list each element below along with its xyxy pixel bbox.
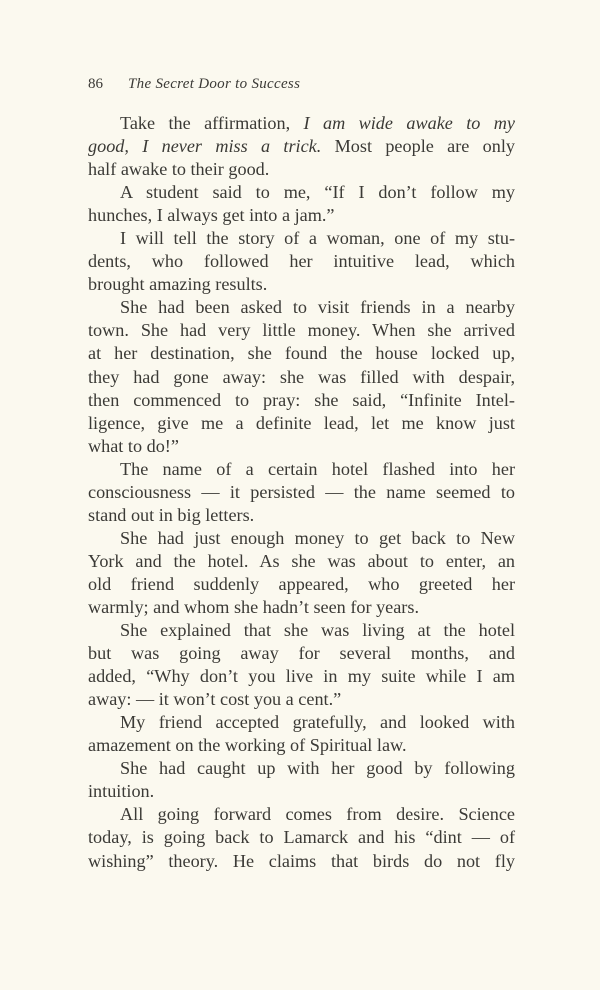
text-line [88, 711, 515, 734]
text-line [88, 366, 515, 389]
text-line [88, 527, 515, 550]
text: York and the hotel. As she was about to enter, an [88, 550, 515, 571]
text-line [88, 665, 515, 688]
text-line [88, 619, 515, 642]
text-line [88, 389, 515, 412]
text: wishing” theory. He claims that birds do not fly [88, 850, 515, 871]
text: She explained that she was living at the hotel [120, 620, 515, 641]
text-line [88, 780, 515, 803]
paragraph [88, 803, 515, 872]
text: stand out in big letters. [88, 504, 255, 525]
text: Most people are only [321, 136, 515, 157]
text-line [88, 688, 515, 711]
paragraph [88, 458, 515, 527]
text: My friend accepted gratefully, and looked with [120, 712, 515, 733]
text-line [88, 319, 515, 342]
text-line [88, 596, 515, 619]
paragraph [88, 296, 515, 457]
italic-text: good, I never miss a trick. [88, 136, 322, 157]
running-header [88, 76, 300, 93]
text-line [88, 181, 515, 204]
paragraph [88, 112, 515, 181]
text-line [88, 850, 515, 873]
text-line [88, 481, 515, 504]
text-line [88, 250, 515, 273]
text-line [88, 296, 515, 319]
italic-text: I am wide awake to my [303, 113, 515, 133]
paragraph [88, 527, 515, 619]
text-line [88, 135, 515, 158]
text: added, “Why don’t you live in my suite while I am [88, 666, 515, 687]
paragraph [88, 711, 515, 757]
text-line [88, 550, 515, 573]
text: She had just enough money to get back to New [120, 527, 515, 548]
paragraph [88, 619, 515, 711]
text: consciousness — it persisted — the name seemed to [88, 481, 515, 502]
text: She had been asked to visit friends in a nearby [120, 297, 515, 318]
text-line [88, 826, 515, 849]
page-number: 86 [88, 76, 103, 92]
text-line [88, 342, 515, 365]
text: today, is going back to Lamarck and his “dint — of [88, 827, 515, 848]
text: then commenced to pray: she said, “Infinite Intel- [88, 389, 515, 410]
text: dents, who followed her intuitive lead, which [88, 251, 515, 272]
text: warmly; and whom she hadn’t seen for years. [88, 596, 419, 617]
text-line [88, 112, 515, 135]
text: half awake to their good. [88, 159, 270, 180]
text-line [88, 803, 515, 826]
text-line [88, 412, 515, 435]
text-line [88, 158, 515, 181]
text: I will tell the story of a woman, one of my stu- [120, 228, 515, 249]
text: brought amazing results. [88, 274, 268, 295]
text: what to do!” [88, 435, 179, 456]
text: old friend suddenly appeared, who greeted her [88, 573, 515, 594]
text-line [88, 458, 515, 481]
text: amazement on the working of Spiritual law. [88, 735, 407, 756]
page-body [88, 112, 515, 873]
paragraph [88, 227, 515, 296]
text: All going forward comes from desire. Science [120, 804, 515, 825]
paragraph [88, 181, 515, 227]
text-line [88, 734, 515, 757]
text: they had gone away: she was filled with despair, [88, 366, 515, 387]
paragraph [88, 757, 515, 803]
text: ligence, give me a definite lead, let me know just [88, 412, 515, 433]
text-line [88, 204, 515, 227]
text: She had caught up with her good by following [120, 758, 515, 779]
text: hunches, I always get into a jam.” [88, 205, 335, 226]
text-line [88, 573, 515, 596]
text-line [88, 757, 515, 780]
text: Take the affirmation, [120, 113, 304, 133]
text: intuition. [88, 781, 155, 802]
text-line [88, 227, 515, 250]
text-line [88, 504, 515, 527]
text: but was going away for several months, and [88, 643, 515, 664]
text: The name of a certain hotel flashed into her [120, 458, 515, 479]
text-line [88, 273, 515, 296]
running-title: The Secret Door to Success [128, 76, 301, 92]
text-line [88, 642, 515, 665]
text-line [88, 435, 515, 458]
text: at her destination, she found the house locked up, [88, 343, 515, 364]
text: away: — it won’t cost you a cent.” [88, 689, 342, 710]
text: town. She had very little money. When she arrived [88, 320, 515, 341]
text: A student said to me, “If I don’t follow my [120, 182, 515, 203]
